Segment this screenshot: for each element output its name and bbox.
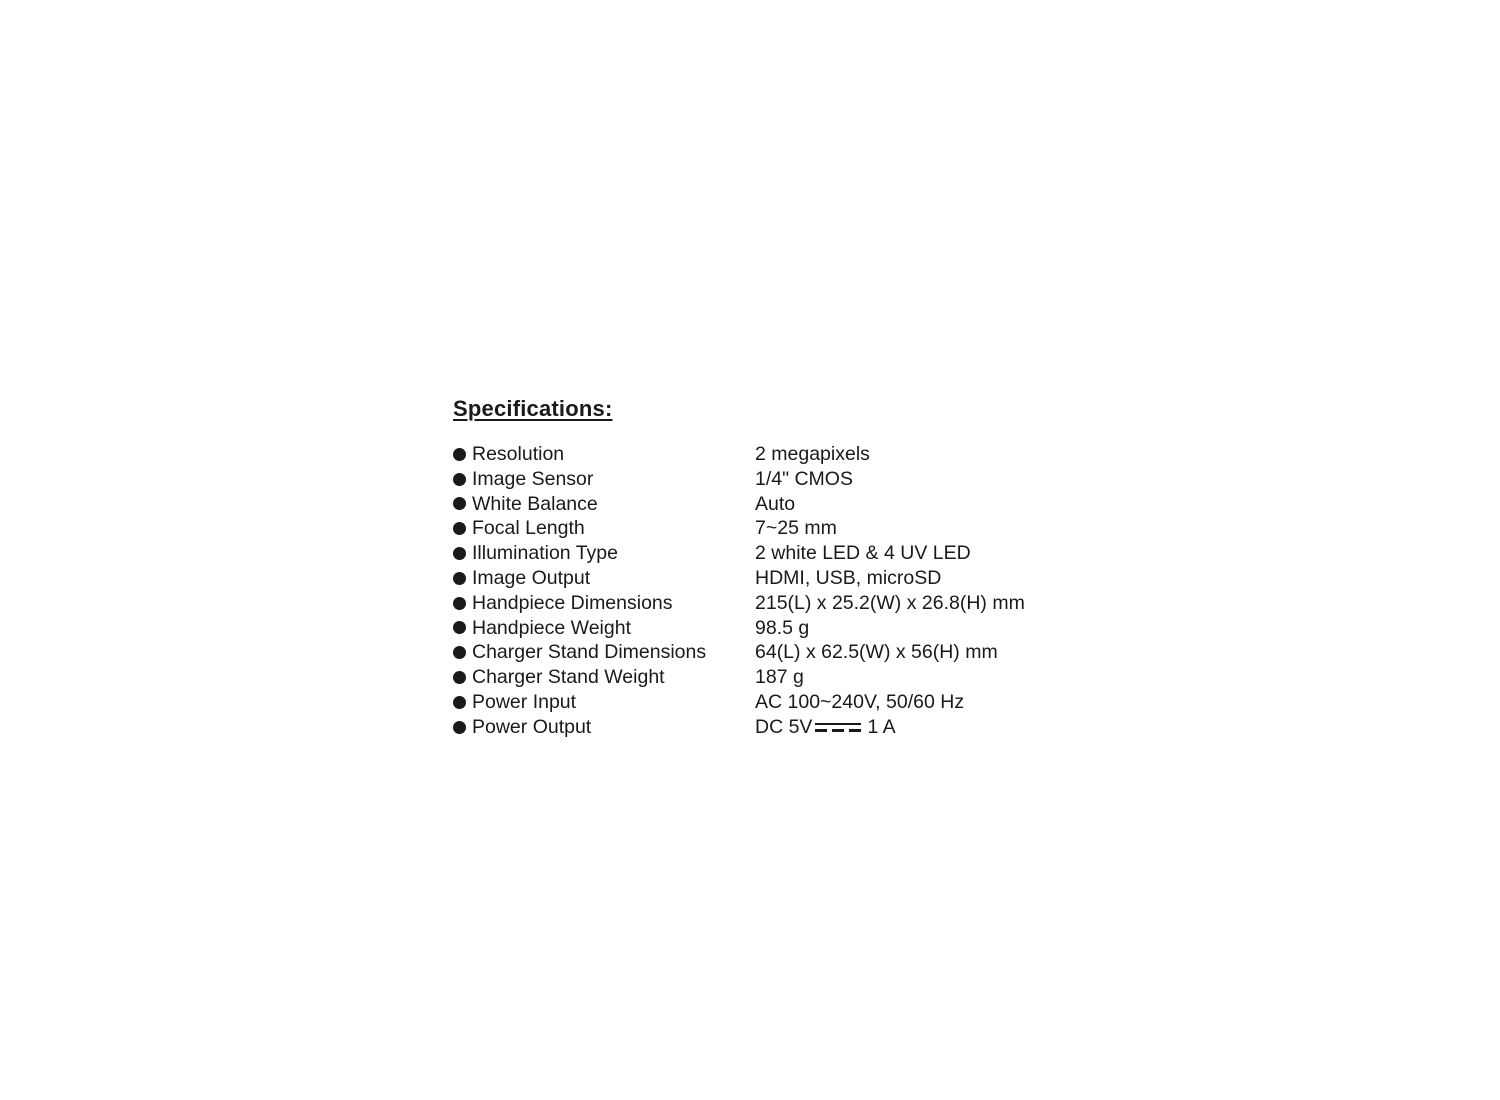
spec-label: Power Output [472,715,592,738]
bullet-icon [453,547,466,560]
dc-dashed-line [815,729,861,732]
spec-row-focal-length [453,516,1093,541]
spec-value [755,715,1093,740]
spec-value: 64(L) x 62.5(W) x 56(H) mm [755,641,998,664]
spec-label: Focal Length [472,517,585,540]
spec-row-handpiece-weight [453,616,1093,641]
bullet-icon [453,646,466,659]
bullet-icon [453,621,466,634]
spec-label: Illumination Type [472,542,618,565]
spec-row-power-input [453,690,1093,715]
bullet-icon [453,522,466,535]
spec-row-image-output [453,566,1093,591]
bullet-icon [453,448,466,461]
spec-label: Image Output [472,566,591,589]
bullet-icon [453,671,466,684]
spec-row-charger-stand-weight [453,665,1093,690]
spec-value: Auto [755,492,796,515]
spec-value: HDMI, USB, microSD [755,566,942,589]
spec-label: Charger Stand Weight [472,666,665,689]
spec-row-white-balance [453,492,1093,517]
bullet-icon [453,597,466,610]
spec-label: Handpiece Dimensions [472,591,673,614]
spec-value: AC 100~240V, 50/60 Hz [755,690,965,713]
spec-label: Power Input [472,690,577,713]
dc-solid-line [815,723,861,726]
bullet-icon [453,497,466,510]
spec-list [453,442,1093,740]
bullet-icon [453,696,466,709]
spec-label: Charger Stand Dimensions [472,641,707,664]
page-title: Specifications: [453,396,613,421]
spec-label: Image Sensor [472,467,594,490]
spec-value: 98.5 g [755,616,810,639]
bullet-icon [453,721,466,734]
bullet-icon [453,473,466,486]
spec-value: 2 white LED & 4 UV LED [755,542,971,565]
spec-row-charger-stand-dimensions [453,640,1093,665]
spec-value: 1/4" CMOS [755,467,853,490]
spec-row-resolution [453,442,1093,467]
spec-value: 2 megapixels [755,443,870,465]
spec-label: White Balance [472,492,598,515]
specifications-section [453,394,1093,740]
spec-row-power-output [453,715,1093,740]
bullet-icon [453,572,466,585]
spec-value: 187 g [755,666,804,689]
spec-value: 7~25 mm [755,517,837,540]
spec-row-illumination-type [453,541,1093,566]
spec-value-suffix: 1 A [867,715,896,738]
spec-row-image-sensor [453,467,1093,492]
spec-value-prefix: DC 5V [755,715,813,738]
spec-label: Handpiece Weight [472,616,631,639]
spec-label: Resolution [472,443,565,465]
dc-current-icon [815,720,861,734]
spec-value: 215(L) x 25.2(W) x 26.8(H) mm [755,591,1025,614]
spec-row-handpiece-dimensions [453,591,1093,616]
